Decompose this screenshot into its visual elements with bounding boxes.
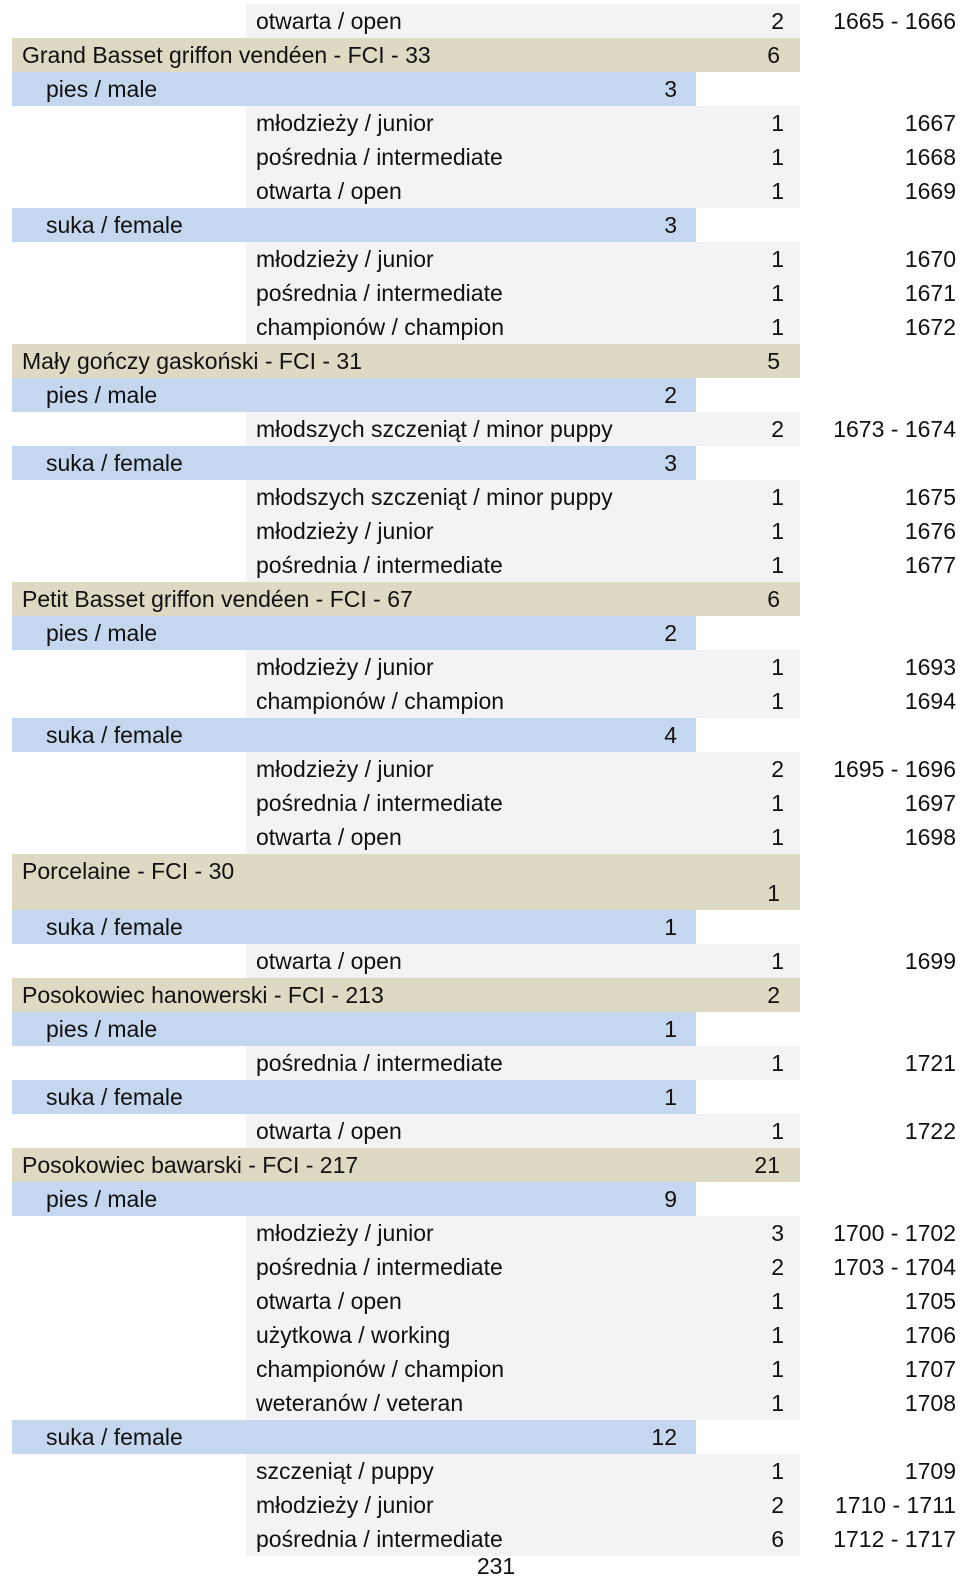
- class-row: [0, 174, 960, 208]
- catalog-numbers: 1703 - 1704: [833, 1254, 956, 1280]
- sex-count: 12: [651, 1424, 677, 1450]
- class-count: 1: [771, 314, 784, 340]
- class-count: 1: [771, 144, 784, 170]
- class-row: [0, 514, 960, 548]
- breed-name: Grand Basset griffon vendéen - FCI - 33: [22, 42, 431, 68]
- class-count: 1: [771, 1288, 784, 1314]
- class-count: 1: [771, 654, 784, 680]
- sex-row: [0, 616, 960, 650]
- class-row: [0, 1250, 960, 1284]
- class-row: [0, 242, 960, 276]
- class-row: [0, 1488, 960, 1522]
- catalog-numbers: 1697: [904, 790, 956, 816]
- class-name: pośrednia / intermediate: [256, 144, 503, 170]
- page-number: 231: [476, 1553, 516, 1579]
- class-count: 2: [771, 1254, 784, 1280]
- catalog-numbers: 1708: [904, 1390, 956, 1416]
- class-row: [0, 412, 960, 446]
- breed-name: Mały gończy gaskoński - FCI - 31: [22, 348, 363, 374]
- class-name: pośrednia / intermediate: [256, 790, 503, 816]
- class-count: 1: [771, 688, 784, 714]
- sex-count: 4: [664, 722, 677, 748]
- sex-row: [0, 72, 960, 106]
- sex-name: pies / male: [46, 620, 158, 646]
- class-count: 3: [771, 1220, 784, 1246]
- breed-row: [0, 344, 960, 378]
- class-row: [0, 1454, 960, 1488]
- class-name: młodzieży / junior: [256, 654, 434, 680]
- class-name: młodzieży / junior: [256, 1220, 434, 1246]
- catalog-numbers: 1670: [904, 246, 956, 272]
- sex-row: [0, 718, 960, 752]
- class-row: [0, 1352, 960, 1386]
- class-row: [0, 650, 960, 684]
- class-name: pośrednia / intermediate: [256, 1526, 503, 1552]
- class-row: [0, 140, 960, 174]
- catalog-numbers: 1698: [904, 824, 956, 850]
- class-row: [0, 1216, 960, 1250]
- class-count: 1: [771, 246, 784, 272]
- sex-name: suka / female: [46, 212, 183, 238]
- breed-row: [0, 1148, 960, 1182]
- class-name: championów / champion: [256, 314, 505, 340]
- class-name: użytkowa / working: [256, 1322, 451, 1348]
- sex-count: 1: [664, 914, 677, 940]
- class-count: 2: [771, 756, 784, 782]
- sex-name: pies / male: [46, 382, 158, 408]
- class-name: młodzieży / junior: [256, 246, 434, 272]
- class-count: 1: [771, 552, 784, 578]
- catalog-numbers: 1699: [904, 948, 956, 974]
- class-name: pośrednia / intermediate: [256, 280, 503, 306]
- sex-row: [0, 1420, 960, 1454]
- class-count: 2: [771, 416, 784, 442]
- class-row: [0, 684, 960, 718]
- class-count: 1: [771, 790, 784, 816]
- catalog-numbers: 1673 - 1674: [833, 416, 956, 442]
- catalog-numbers: 1677: [904, 552, 956, 578]
- class-row: [0, 1046, 960, 1080]
- catalog-numbers: 1671: [904, 280, 956, 306]
- breed-row: [0, 38, 960, 72]
- class-row: [0, 944, 960, 978]
- class-row: [0, 1522, 960, 1556]
- class-count: 1: [771, 1458, 784, 1484]
- breed-count: 6: [767, 42, 780, 68]
- class-name: pośrednia / intermediate: [256, 1254, 503, 1280]
- class-row: [0, 1114, 960, 1148]
- sex-count: 3: [664, 450, 677, 476]
- catalog-table: [0, 4, 960, 1556]
- sex-count: 3: [664, 76, 677, 102]
- sex-name: suka / female: [46, 1424, 183, 1450]
- class-name: młodzieży / junior: [256, 518, 434, 544]
- sex-count: 2: [664, 382, 677, 408]
- catalog-numbers: 1695 - 1696: [833, 756, 956, 782]
- class-row: [0, 820, 960, 854]
- sex-row: [0, 378, 960, 412]
- sex-name: suka / female: [46, 722, 183, 748]
- breed-name: Porcelaine - FCI - 30: [22, 858, 235, 884]
- class-name: otwarta / open: [256, 178, 402, 204]
- catalog-numbers: 1672: [904, 314, 956, 340]
- breed-count: 6: [767, 586, 780, 612]
- class-count: 1: [771, 110, 784, 136]
- breed-count: 1: [767, 880, 780, 906]
- class-name: młodzieży / junior: [256, 110, 434, 136]
- class-count: 1: [771, 280, 784, 306]
- catalog-numbers: 1694: [904, 688, 956, 714]
- sex-name: pies / male: [46, 1016, 158, 1042]
- breed-name: Posokowiec hanowerski - FCI - 213: [22, 982, 384, 1008]
- class-count: 6: [771, 1526, 784, 1552]
- class-row: [0, 548, 960, 582]
- breed-name: Posokowiec bawarski - FCI - 217: [22, 1152, 359, 1178]
- breed-row: [0, 854, 960, 910]
- sex-name: suka / female: [46, 450, 183, 476]
- sex-row: [0, 1080, 960, 1114]
- breed-row: [0, 582, 960, 616]
- catalog-numbers: 1667: [904, 110, 956, 136]
- class-count: 1: [771, 1118, 784, 1144]
- catalog-numbers: 1710 - 1711: [834, 1492, 956, 1518]
- class-row: [0, 786, 960, 820]
- catalog-numbers: 1707: [904, 1356, 956, 1382]
- class-name: szczeniąt / puppy: [256, 1458, 434, 1484]
- catalog-numbers: 1675: [904, 484, 956, 510]
- sex-row: [0, 1012, 960, 1046]
- class-count: 1: [771, 824, 784, 850]
- class-name: otwarta / open: [256, 824, 402, 850]
- breed-row: [0, 978, 960, 1012]
- class-name: otwarta / open: [256, 8, 402, 34]
- sex-count: 3: [664, 212, 677, 238]
- breed-name: Petit Basset griffon vendéen - FCI - 67: [22, 586, 413, 612]
- class-name: młodszych szczeniąt / minor puppy: [256, 484, 613, 510]
- class-row: [0, 1284, 960, 1318]
- class-count: 1: [771, 1390, 784, 1416]
- class-count: 1: [771, 1356, 784, 1382]
- class-name: otwarta / open: [256, 1288, 402, 1314]
- class-count: 1: [771, 518, 784, 544]
- class-row: [0, 4, 960, 38]
- catalog-numbers: 1700 - 1702: [833, 1220, 956, 1246]
- catalog-numbers: 1668: [904, 144, 956, 170]
- breed-count: 2: [767, 982, 780, 1008]
- class-count: 1: [771, 948, 784, 974]
- sex-count: 1: [664, 1084, 677, 1110]
- breed-count: 5: [767, 348, 780, 374]
- catalog-numbers: 1669: [904, 178, 956, 204]
- sex-name: suka / female: [46, 914, 183, 940]
- class-row: [0, 106, 960, 140]
- class-row: [0, 480, 960, 514]
- catalog-numbers: 1706: [904, 1322, 956, 1348]
- class-row: [0, 752, 960, 786]
- catalog-numbers: 1705: [904, 1288, 956, 1314]
- class-count: 1: [771, 178, 784, 204]
- class-row: [0, 310, 960, 344]
- class-name: pośrednia / intermediate: [256, 552, 503, 578]
- catalog-numbers: 1709: [904, 1458, 956, 1484]
- class-name: championów / champion: [256, 688, 505, 714]
- sex-count: 9: [664, 1186, 677, 1212]
- catalog-numbers: 1722: [904, 1118, 956, 1144]
- class-name: młodzieży / junior: [256, 756, 434, 782]
- sex-count: 2: [664, 620, 677, 646]
- breed-count: 21: [754, 1152, 780, 1178]
- class-count: 2: [771, 1492, 784, 1518]
- class-name: otwarta / open: [256, 948, 402, 974]
- catalog-numbers: 1665 - 1666: [833, 8, 956, 34]
- sex-row: [0, 446, 960, 480]
- sex-row: [0, 910, 960, 944]
- class-name: weteranów / veteran: [256, 1390, 464, 1416]
- sex-row: [0, 1182, 960, 1216]
- catalog-numbers: 1693: [904, 654, 956, 680]
- class-row: [0, 276, 960, 310]
- sex-name: suka / female: [46, 1084, 183, 1110]
- class-row: [0, 1386, 960, 1420]
- sex-name: pies / male: [46, 1186, 158, 1212]
- sex-name: pies / male: [46, 76, 158, 102]
- class-count: 1: [771, 1322, 784, 1348]
- catalog-numbers: 1676: [904, 518, 956, 544]
- class-name: otwarta / open: [256, 1118, 402, 1144]
- class-name: młodzieży / junior: [256, 1492, 434, 1518]
- class-row: [0, 1318, 960, 1352]
- class-name: młodszych szczeniąt / minor puppy: [256, 416, 613, 442]
- catalog-numbers: 1712 - 1717: [833, 1526, 956, 1552]
- sex-row: [0, 208, 960, 242]
- class-name: championów / champion: [256, 1356, 505, 1382]
- class-count: 1: [771, 484, 784, 510]
- class-count: 2: [771, 8, 784, 34]
- class-count: 1: [771, 1050, 784, 1076]
- catalog-numbers: 1721: [904, 1050, 956, 1076]
- class-name: pośrednia / intermediate: [256, 1050, 503, 1076]
- sex-count: 1: [664, 1016, 677, 1042]
